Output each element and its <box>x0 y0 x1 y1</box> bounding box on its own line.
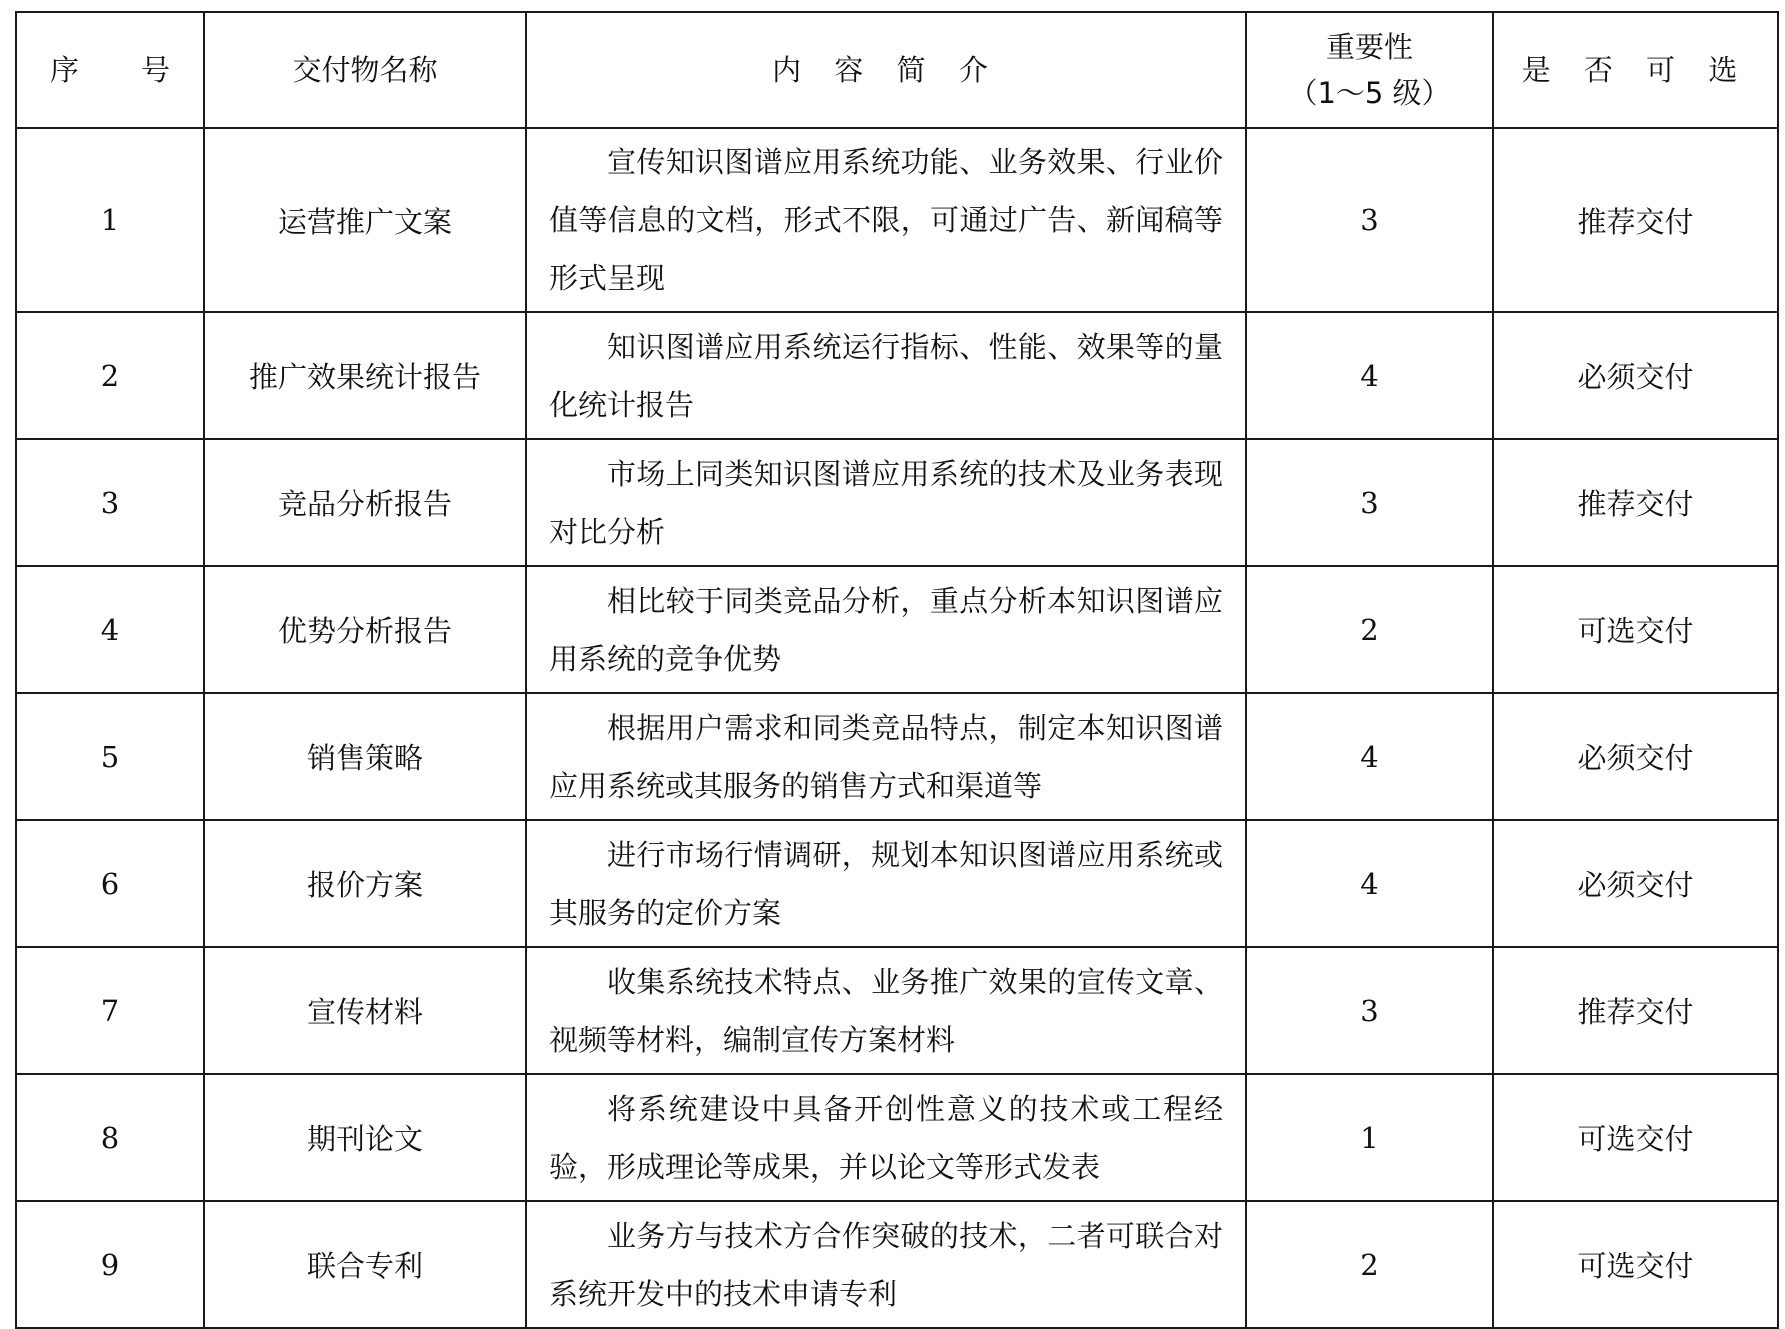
header-importance-scale: （1～5 级） <box>1288 76 1451 110</box>
cell-description: 知识图谱应用系统运行指标、性能、效果等的量化统计报告 <box>526 312 1246 439</box>
cell-deliverable-name: 销售策略 <box>204 693 526 820</box>
cell-serial: 3 <box>16 439 204 566</box>
cell-optional: 推荐交付 <box>1493 128 1778 312</box>
header-importance-label: 重要性 <box>1325 30 1413 64</box>
table-row <box>16 566 1778 693</box>
cell-description: 业务方与技术方合作突破的技术，二者可联合对系统开发中的技术申请专利 <box>526 1201 1246 1328</box>
cell-deliverable-name: 优势分析报告 <box>204 566 526 693</box>
header-importance <box>1246 12 1493 128</box>
table-row <box>16 1201 1778 1328</box>
table-row <box>16 312 1778 439</box>
cell-serial: 9 <box>16 1201 204 1328</box>
cell-serial: 6 <box>16 820 204 947</box>
cell-deliverable-name: 报价方案 <box>204 820 526 947</box>
cell-importance: 3 <box>1246 128 1493 312</box>
cell-deliverable-name: 联合专利 <box>204 1201 526 1328</box>
cell-description: 市场上同类知识图谱应用系统的技术及业务表现对比分析 <box>526 439 1246 566</box>
cell-serial: 1 <box>16 128 204 312</box>
cell-importance: 4 <box>1246 693 1493 820</box>
cell-optional: 必须交付 <box>1493 693 1778 820</box>
cell-deliverable-name: 宣传材料 <box>204 947 526 1074</box>
cell-importance: 4 <box>1246 312 1493 439</box>
header-serial-number <box>16 12 204 128</box>
table-body <box>16 128 1778 1328</box>
cell-serial: 4 <box>16 566 204 693</box>
cell-optional: 推荐交付 <box>1493 439 1778 566</box>
cell-description: 根据用户需求和同类竞品特点，制定本知识图谱应用系统或其服务的销售方式和渠道等 <box>526 693 1246 820</box>
cell-description: 相比较于同类竞品分析，重点分析本知识图谱应用系统的竞争优势 <box>526 566 1246 693</box>
cell-optional: 可选交付 <box>1493 1201 1778 1328</box>
cell-importance: 4 <box>1246 820 1493 947</box>
cell-description: 收集系统技术特点、业务推广效果的宣传文章、视频等材料，编制宣传方案材料 <box>526 947 1246 1074</box>
cell-description: 将系统建设中具备开创性意义的技术或工程经验，形成理论等成果，并以论文等形式发表 <box>526 1074 1246 1201</box>
header-row <box>16 12 1778 128</box>
table-header <box>16 12 1778 128</box>
header-deliverable-name: 交付物名称 <box>204 12 526 128</box>
table-row <box>16 693 1778 820</box>
table-row <box>16 947 1778 1074</box>
deliverables-table-container <box>15 11 1777 1329</box>
cell-optional: 可选交付 <box>1493 566 1778 693</box>
cell-importance: 2 <box>1246 1201 1493 1328</box>
table-row <box>16 128 1778 312</box>
header-serial-char-1: 序 <box>49 53 79 87</box>
header-optional: 是 否 可 选 <box>1493 12 1778 128</box>
header-serial-char-2: 号 <box>141 53 171 87</box>
table-row <box>16 1074 1778 1201</box>
table-row <box>16 439 1778 566</box>
cell-optional: 可选交付 <box>1493 1074 1778 1201</box>
cell-serial: 7 <box>16 947 204 1074</box>
deliverables-table <box>15 11 1779 1329</box>
cell-importance: 3 <box>1246 947 1493 1074</box>
cell-serial: 8 <box>16 1074 204 1201</box>
header-content-summary: 内 容 简 介 <box>526 12 1246 128</box>
cell-importance: 3 <box>1246 439 1493 566</box>
cell-serial: 5 <box>16 693 204 820</box>
cell-serial: 2 <box>16 312 204 439</box>
cell-importance: 1 <box>1246 1074 1493 1201</box>
cell-deliverable-name: 竞品分析报告 <box>204 439 526 566</box>
cell-deliverable-name: 推广效果统计报告 <box>204 312 526 439</box>
cell-optional: 必须交付 <box>1493 312 1778 439</box>
cell-optional: 推荐交付 <box>1493 947 1778 1074</box>
cell-description: 进行市场行情调研，规划本知识图谱应用系统或其服务的定价方案 <box>526 820 1246 947</box>
cell-deliverable-name: 运营推广文案 <box>204 128 526 312</box>
cell-description: 宣传知识图谱应用系统功能、业务效果、行业价值等信息的文档，形式不限，可通过广告、新闻稿等形式呈现 <box>526 128 1246 312</box>
table-row <box>16 820 1778 947</box>
cell-importance: 2 <box>1246 566 1493 693</box>
cell-deliverable-name: 期刊论文 <box>204 1074 526 1201</box>
cell-optional: 必须交付 <box>1493 820 1778 947</box>
